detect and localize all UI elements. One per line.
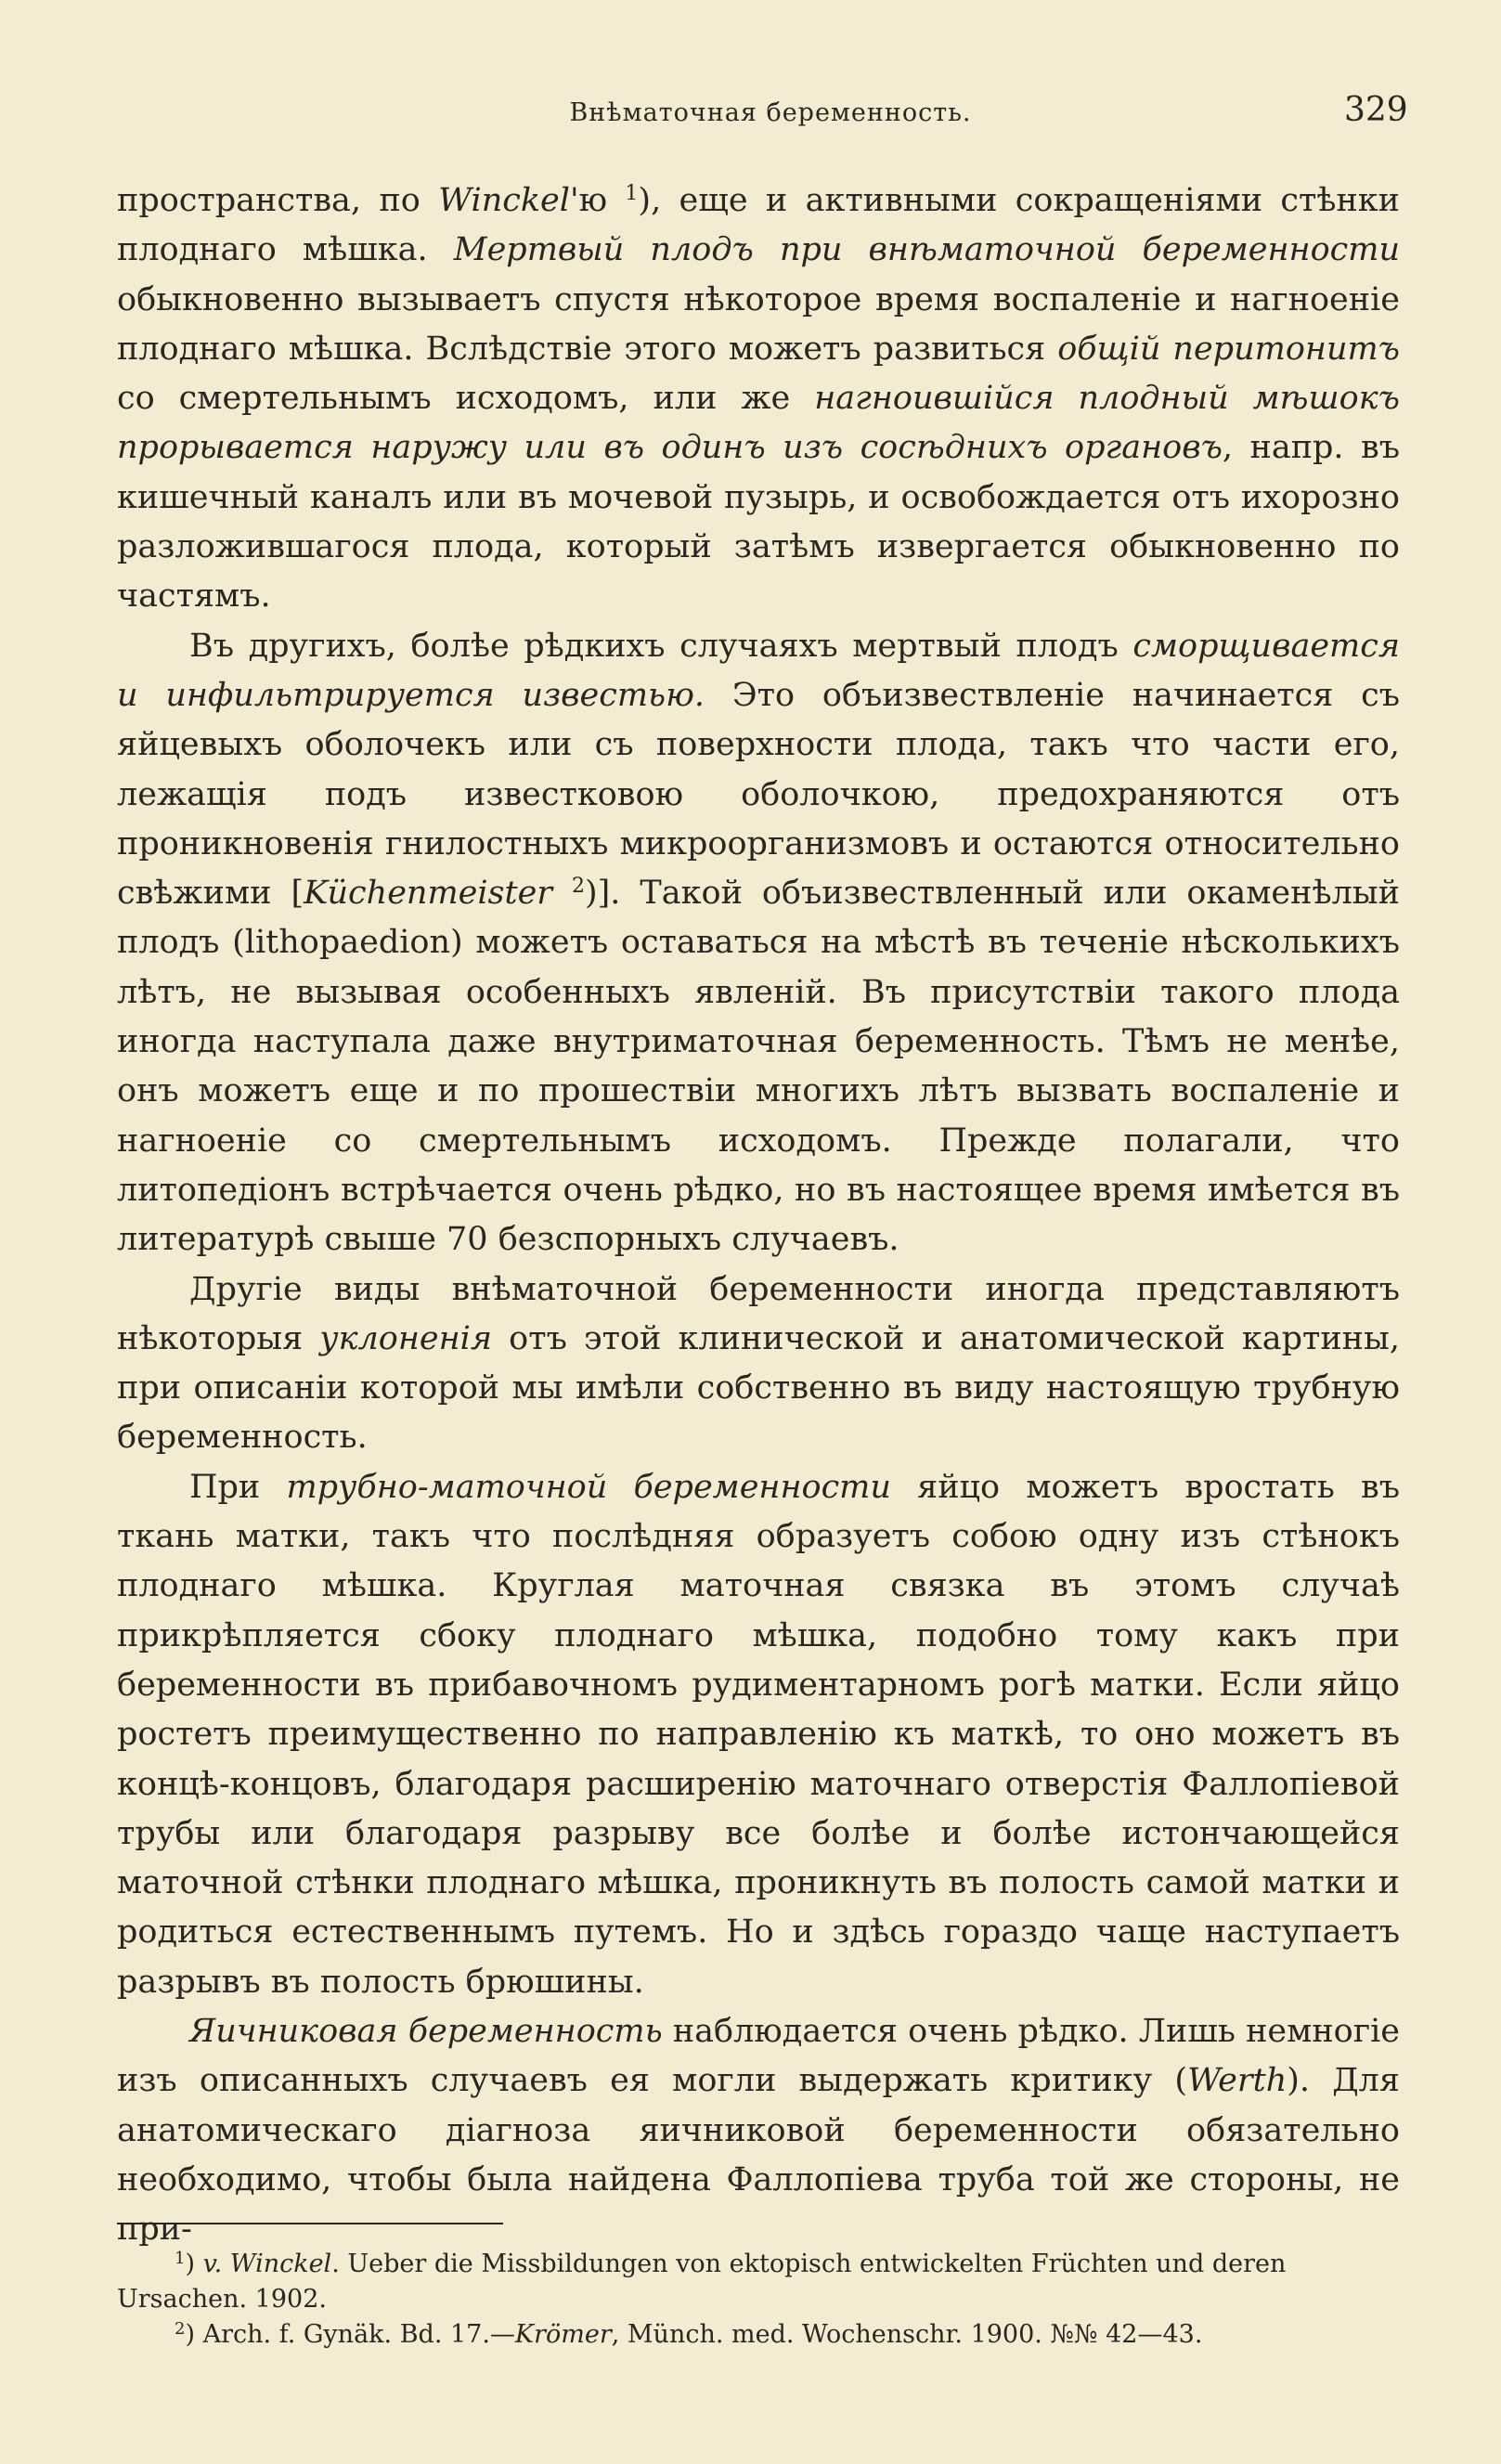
text-run: наблюдается очень рѣдко. Лишь немногіе изъ описанныхъ случаевъ ея могли выдержать критику ( — [117, 2012, 1400, 2100]
body-text — [117, 176, 1400, 2254]
italic-text: Winckel — [438, 182, 570, 219]
text-run: Это объизвествленіе начинается съ яйцевыхъ оболочекъ или съ поверхности плода, такъ что части его, лежащія подъ известковою оболочкою, предохраняются отъ проникновенія гнилостныхъ микроорганизмовъ и остаются относительно свѣжими [ — [117, 676, 1401, 913]
footnotes — [117, 2247, 1400, 2353]
paragraph — [117, 1463, 1400, 2007]
italic-text: нагноившійся плодный мѣшокъ прорывается наружу или въ одинъ изъ сосѣднихъ органовъ — [117, 380, 1400, 467]
footnote-rule — [117, 2223, 503, 2224]
text-run: отъ этой клинической и анатомической картины, при описаніи которой мы имѣли собственно въ виду настоящую трубную беременность. — [117, 1319, 1400, 1457]
text-run — [552, 875, 572, 912]
text-run: со смертельнымъ исходомъ, или же — [117, 380, 815, 418]
text-run: яйцо можетъ вростать въ ткань матки, такъ что послѣдняя образуетъ собою одну изъ стѣнокъ плоднаго мѣшка. Круглая маточная связка въ этомъ случаѣ прикрѣпляется сбоку плоднаго мѣшка, подобно тому какъ при беременности въ прибавочномъ рудиментарномъ рогѣ матки. Если яйцо ростетъ преимущественно по направленію къ маткѣ, то оно можетъ въ концѣ-концовъ, благодаря расширенію маточнаго отверстія Фаллопіевой трубы или благодаря разрыву все болѣе и болѣе истончающейся маточной стѣнки плоднаго мѣшка, проникнуть въ полость самой матки и родиться естественнымъ путемъ. Но и здѣсь гораздо чаще наступаетъ разрывъ въ полость брюшины. — [117, 1468, 1400, 2001]
text-run: 'ю — [569, 182, 626, 219]
italic-text: Мертвый плодъ при внѣматочной беременности — [453, 231, 1400, 269]
text-run: , напр. въ кишечный каналъ или въ мочевой пузырь, и освобождается отъ ихорозно разложившагося плода, который затѣмъ извергается обыкновенно по частямъ. — [117, 429, 1400, 616]
italic-text: общій перитонитъ — [1057, 330, 1400, 368]
text-run: Arch. f. Gynäk. Bd. 17.— — [202, 2320, 515, 2349]
running-title: Внѣматочная беременность. — [569, 98, 972, 127]
text-run: )]. Такой объизвествленный или окаменѣлый плодъ (lithopaedion) можетъ оставаться на мѣстѣ въ теченіе нѣсколькихъ лѣтъ, не вызывая особенныхъ явленій. Въ присутствіи такого плода иногда наступала даже внутриматочная беременность. Тѣмъ не менѣе, онъ можетъ еще и по прошествіи многихъ лѣтъ вызвать воспаленіе и нагноеніе со смертельнымъ исходомъ. Прежде полагали, что литопедіонъ встрѣчается очень рѣдко, но въ настоящее время имѣется въ литературѣ свыше 70 безспорныхъ случаевъ. — [117, 875, 1400, 1259]
italic-text: Яичниковая беременность — [189, 2012, 663, 2050]
italic-text: Werth — [1187, 2062, 1287, 2100]
footnote-number: 1 — [175, 2249, 186, 2268]
footnote-number: 2 — [175, 2319, 186, 2339]
text-run: обыкновенно вызываетъ спустя нѣкоторое время воспаленіе и нагноеніе плоднаго мѣшка. Вслѣдствіе этого можетъ развиться — [117, 280, 1400, 368]
italic-text: Küchenmeister — [304, 875, 553, 913]
page-number: 329 — [1344, 91, 1408, 129]
text-run: Другіе виды внѣматочной беременности иногда представляютъ нѣкоторыя — [117, 1270, 1400, 1357]
footnote: $^1$) v. Winckel. Ueber die Missbildungen von ektopisch entwickelten Früchten und deren Ursachen. 1902. — [117, 2249, 1287, 2314]
paragraph — [117, 1265, 1400, 1463]
italic-text: Krömer — [514, 2320, 612, 2349]
italic-text: трубно-маточной беременности — [286, 1468, 891, 1506]
italic-text: v. Winckel — [202, 2250, 332, 2278]
footnote-reference: 1 — [625, 182, 639, 205]
text-run: Въ другихъ, болѣе рѣдкихъ случаяхъ мертвый плодъ — [189, 627, 1133, 665]
footnote: $^2$) Arch. f. Gynäk. Bd. 17.—Krömer, Münch. med. Wochenschr. 1900. №№ 42—43. — [175, 2319, 1203, 2349]
italic-text: сморщивается и инфильтрируется известью. — [117, 627, 1400, 714]
paragraph — [117, 622, 1400, 1265]
text-run: ), еще и активными сокращеніями стѣнки плоднаго мѣшка. — [117, 182, 1400, 269]
text-run: . Ueber die Missbildungen von ektopisch entwickelten Früchten und deren Ursachen. 1902. — [117, 2250, 1287, 2314]
italic-text: уклоненія — [319, 1319, 493, 1357]
paragraph — [117, 176, 1400, 622]
text-run: При — [189, 1468, 287, 1506]
text-run: пространства, по — [117, 182, 439, 219]
footnote-reference: 2 — [572, 875, 585, 899]
text-run: , Münch. med. Wochenschr. 1900. №№ 42—43. — [611, 2320, 1203, 2349]
text-run: ). Для анатомическаго діагноза яичниковой беременности обязательно необходимо, чтобы была найдена Фаллопіева труба той же стороны, не при- — [117, 2062, 1400, 2249]
paragraph — [117, 2007, 1400, 2254]
